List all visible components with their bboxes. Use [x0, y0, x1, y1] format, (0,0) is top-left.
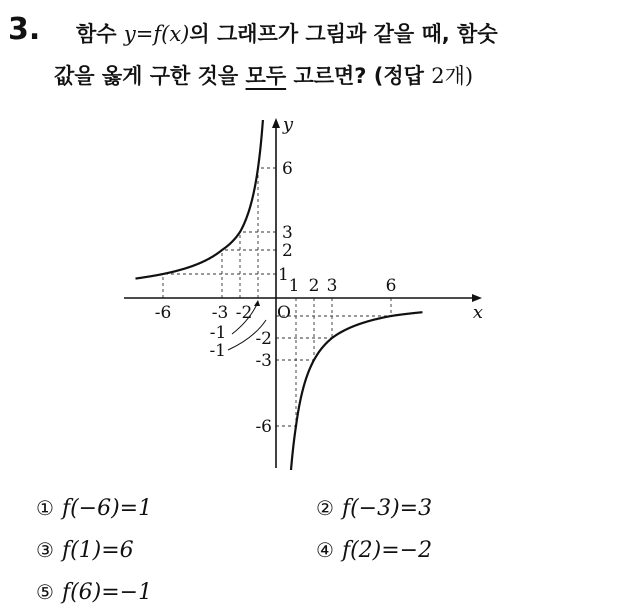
dashed-guides: [163, 168, 391, 426]
x-tick-label: -2: [235, 303, 253, 323]
emphasis-all: 모두: [245, 64, 287, 88]
choice-2-marker: ②: [316, 496, 334, 520]
x-tick-label: 2: [308, 276, 320, 296]
y-axis-label: y: [282, 114, 294, 135]
answer-count: 2개): [431, 64, 474, 88]
axes: [124, 118, 482, 468]
x-axis-label: x: [472, 302, 484, 323]
tick-labels: [155, 114, 483, 437]
question-line2-prefix: 값을 옳게 구한 것을: [54, 64, 239, 88]
choice-5-expression: f(6)=−1: [61, 580, 153, 605]
question-line-1: [76, 18, 498, 48]
x-tick-label: 6: [385, 276, 397, 296]
choice-1-marker: ①: [36, 496, 54, 520]
question-line-2: [54, 60, 473, 90]
y-tick-label: 2: [282, 241, 293, 261]
question-line2-suffix: 고르면? (정답: [293, 64, 424, 88]
choice-5-marker: ⑤: [36, 580, 54, 604]
function-expression: y=f(x): [123, 22, 190, 46]
choice-3-expression: f(1)=6: [61, 538, 134, 563]
y-tick-label: -2: [255, 329, 272, 349]
y-tick-label: 1: [278, 265, 289, 285]
y-tick-label: -6: [255, 417, 272, 437]
x-axis-arrow: [472, 294, 482, 302]
choice-3-marker: ③: [36, 538, 54, 562]
choice-2[interactable]: [316, 496, 432, 521]
curve-positive-branch: [287, 312, 422, 476]
choice-1[interactable]: [36, 496, 152, 521]
choice-4-marker: ④: [316, 538, 334, 562]
y-tick-label: -3: [255, 351, 272, 371]
choice-4-expression: f(2)=−2: [341, 538, 433, 563]
x-tick-label: -1: [209, 323, 227, 343]
hyperbola-curves: [135, 108, 422, 476]
curve-negative-branch: [135, 108, 266, 279]
x-tick-label: 1: [288, 276, 300, 296]
choice-3[interactable]: [36, 538, 134, 563]
choice-5[interactable]: [36, 580, 152, 605]
y-tick-label: -1: [209, 341, 226, 361]
x-tick-label: -3: [211, 303, 229, 323]
choice-4[interactable]: [316, 538, 432, 563]
question-prefix: 함수: [76, 22, 117, 46]
choice-2-expression: f(−3)=3: [341, 496, 433, 521]
question-number: 3.: [8, 12, 41, 47]
origin-label: O: [277, 303, 291, 323]
x-tick-label: -6: [154, 303, 172, 323]
choice-1-expression: f(−6)=1: [61, 496, 153, 521]
y-tick-label: 3: [282, 223, 293, 243]
pointer-arrow: [254, 300, 260, 306]
y-axis-arrow: [272, 118, 280, 128]
y-tick-label: 6: [282, 159, 293, 179]
function-graph: [110, 108, 490, 476]
x-tick-label: 3: [326, 276, 338, 296]
question-suffix: 의 그래프가 그림과 같을 때, 함숫: [189, 22, 498, 46]
